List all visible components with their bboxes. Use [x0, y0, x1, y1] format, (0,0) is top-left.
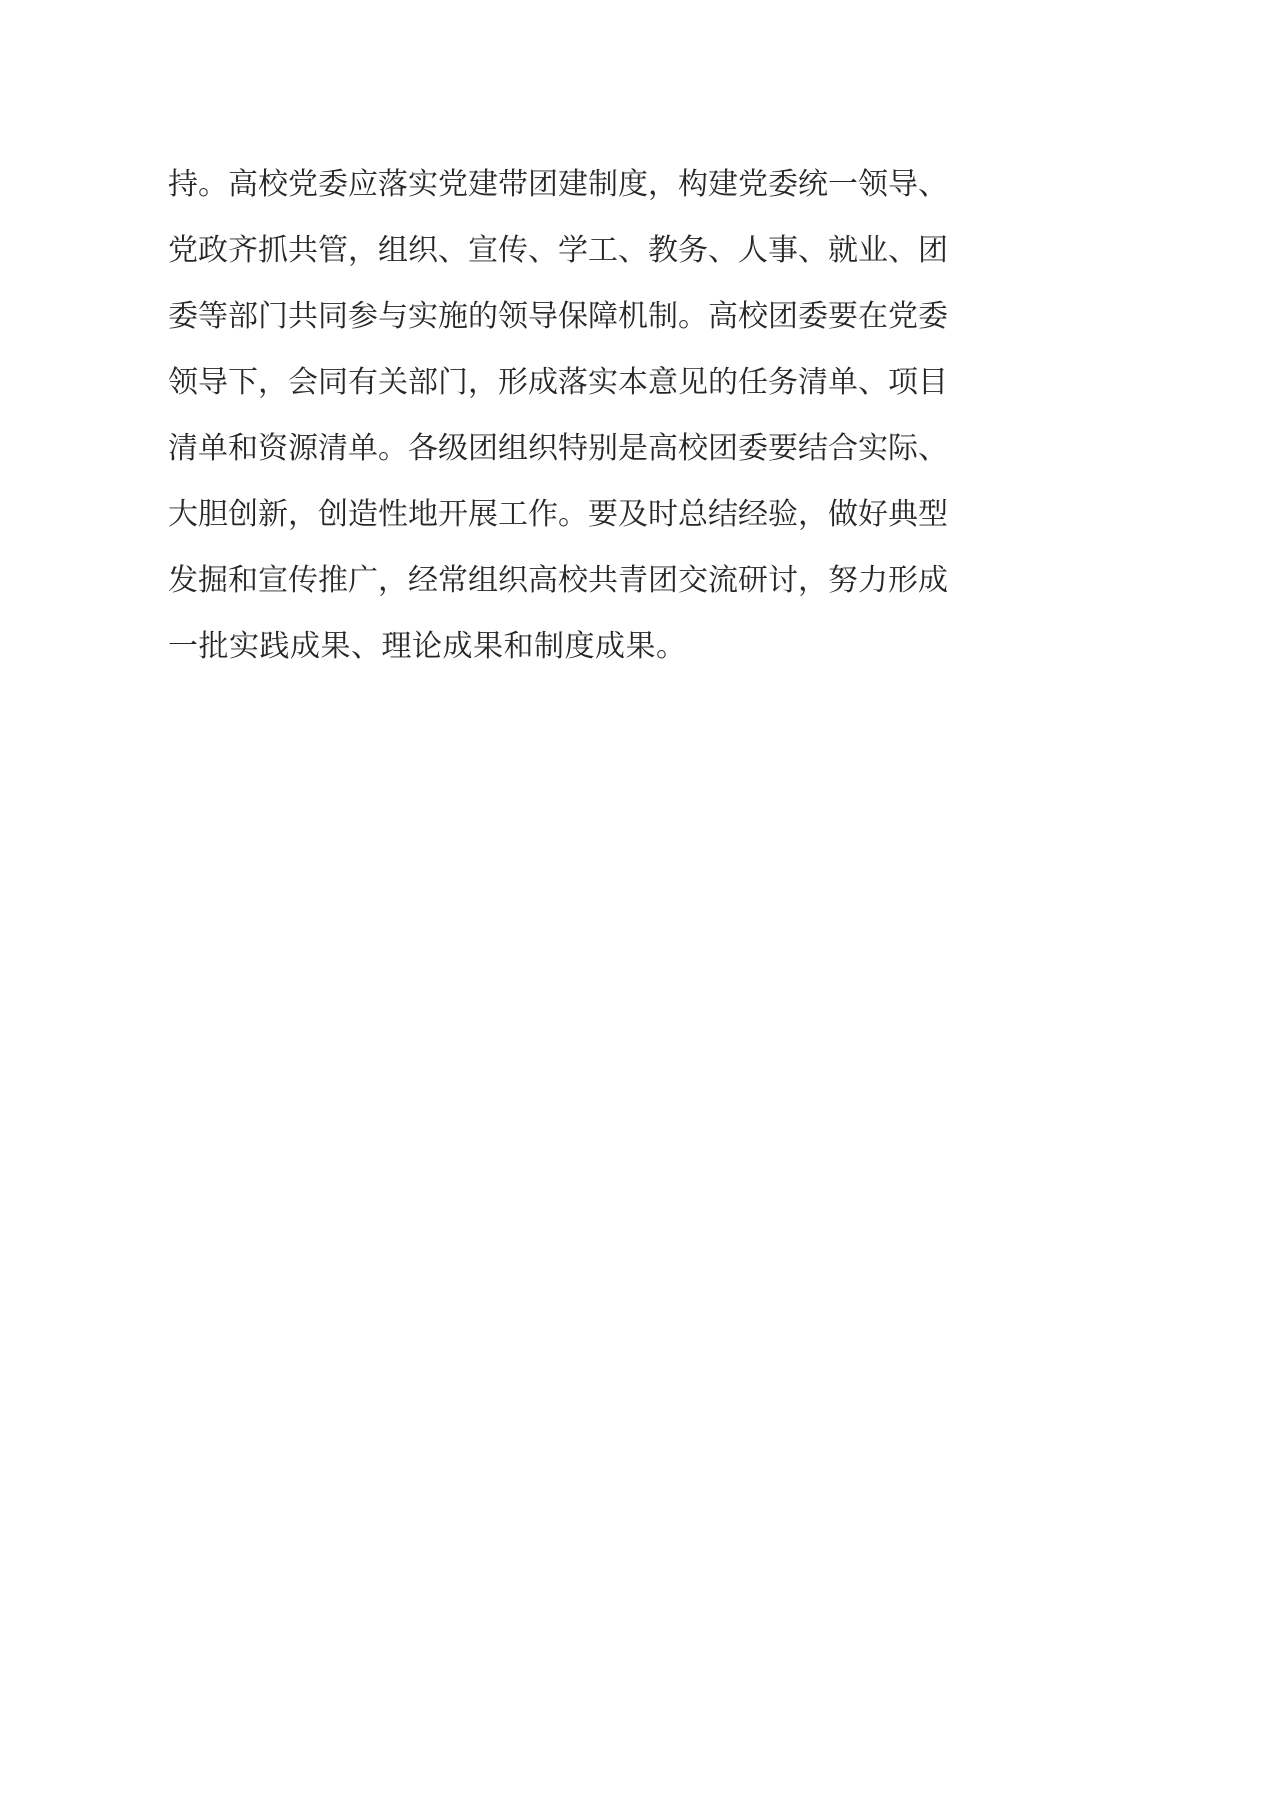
text-line: 党政齐抓共管，组织、宣传、学工、教务、人事、就业、团: [168, 233, 948, 268]
paragraph: [168, 152, 948, 680]
text-line: 领导下，会同有关部门，形成落实本意见的任务清单、项目: [168, 365, 948, 400]
text-line: 大胆创新，创造性地开展工作。要及时总结经验，做好典型: [168, 497, 948, 532]
text-line: 持。高校党委应落实党建带团建制度，构建党委统一领导、: [168, 167, 948, 202]
text-line: 发掘和宣传推广，经常组织高校共青团交流研讨，努力形成: [168, 563, 948, 598]
text-line: 一批实践成果、理论成果和制度成果。: [168, 629, 687, 664]
text-line: 清单和资源清单。各级团组织特别是高校团委要结合实际、: [168, 431, 948, 466]
text-line: 委等部门共同参与实施的领导保障机制。高校团委要在党委: [168, 299, 948, 334]
